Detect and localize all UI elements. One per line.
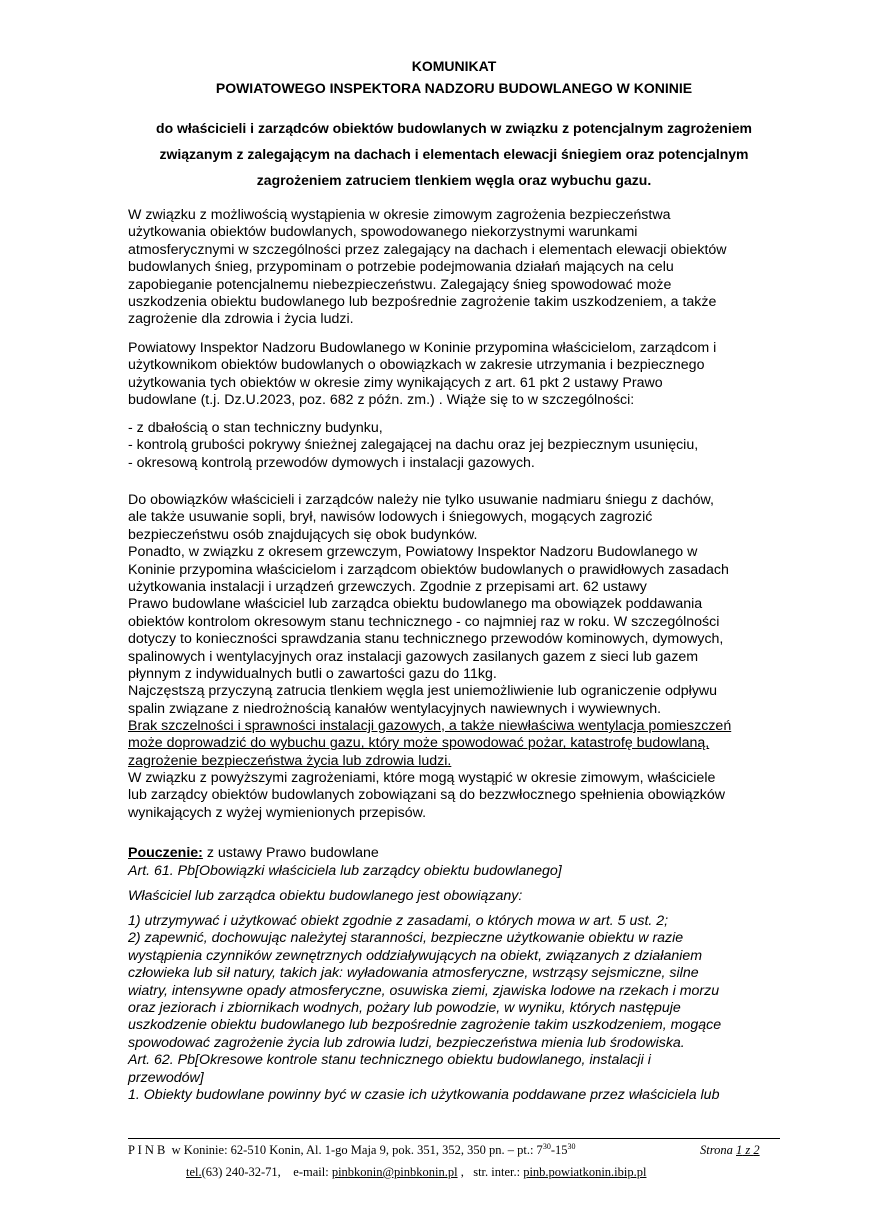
paragraph-duties <box>128 492 780 718</box>
email-label: e-mail: <box>293 1165 332 1179</box>
email-suffix: , <box>457 1165 464 1179</box>
warning-paragraph <box>128 718 780 770</box>
text-line: 1) utrzymywać i użytkować obiekt zgodnie z zasadami, o których mowa w art. 5 ust. 2; <box>128 913 669 929</box>
text-line: użytkownikom obiektów budowlanych o obowiązkach w zakresie utrzymania i bezpiecznego <box>128 357 705 374</box>
email-link[interactable]: pinbkonin@pinbkonin.pl <box>331 1165 458 1179</box>
list-item: - kontrolą grubości pokrywy śnieżnej zalegającej na dachu oraz jej bezpiecznym usunięciu, <box>128 437 699 454</box>
bip-link[interactable]: pinb.powiatkonin.ibip.pl <box>523 1165 647 1179</box>
list-item: - z dbałością o stan techniczny budynku, <box>128 420 383 436</box>
text-line: wynikających z wyżej wymienionych przepisów. <box>128 804 427 821</box>
text-line: budowlanych śnieg, przypominam o potrzebie podejmowania działań mających na celu <box>128 259 674 276</box>
art61-items <box>128 913 780 1104</box>
text-line: płynnym z indywidualnych butli o zawartości gazu do 11kg. <box>128 666 497 683</box>
text-line: dotyczy to konieczności sprawdzania stanu technicznego przewodów kominowych, dymowych, <box>128 631 724 648</box>
footer-hours-close-sup: 30 <box>567 1141 576 1151</box>
text-line: ale także usuwanie sopli, brył, nawisów lodowych i śniegowych, mogących zagrozić <box>128 509 653 526</box>
footer-contact <box>186 1165 646 1180</box>
text-line: 1. Obiekty budowlane powinny być w czasie ich użytkowania poddawane przez właściciela lub <box>128 1087 720 1104</box>
text-line: użytkowania tych obiektów w okresie zimy wynikających z art. 61 pkt 2 ustawy Prawo <box>128 374 663 391</box>
text-line: spalinowych i wentylacyjnych oraz instalacji gazowych zasilanych gazem z sieci lub gazem <box>128 648 699 665</box>
text-line: 2) zapewnić, dochowując należytej staranności, bezpieczne użytkowanie obiektu w razie <box>128 930 684 947</box>
page-current: 1 <box>736 1143 743 1157</box>
text-line: obiektów kontrolom okresowym stanu technicznego - co najmniej raz w roku. W szczególności <box>128 613 720 630</box>
art61-intro: Właściciel lub zarządca obiektu budowlanego jest obowiązany: <box>128 888 523 904</box>
list-item: - okresową kontrolą przewodów dymowych i instalacji gazowych. <box>128 454 535 471</box>
text-line: może doprowadzić do wybuchu gazu, który może spowodować pożar, katastrofę budowlaną, <box>128 735 710 752</box>
text-line: W związku z możliwością wystąpienia w okresie zimowym zagrożenia bezpieczeństwa <box>128 207 671 223</box>
text-line: użytkowania instalacji i urządzeń grzewczych. Zgodnie z przepisami art. 62 ustawy <box>128 579 647 596</box>
subtitle-line: związanym z zalegającym na dachach i elementach elewacji śniegiem oraz potencjalnym <box>159 146 749 162</box>
bullet-list <box>128 420 780 472</box>
footer-hours-open-sup: 30 <box>542 1141 551 1151</box>
text-line: lub zarządcy obiektów budowlanych zobowiązani są do bezzwłocznego spełnienia obowiązków <box>128 787 726 804</box>
footer-address <box>128 1143 575 1158</box>
text-line: przewodów] <box>128 1069 204 1086</box>
text-line: oraz jeziorach i zbiornikach wodnych, pożary lub powodzie, w wyniku, których następuje <box>128 1000 681 1017</box>
page-total: 2 <box>753 1143 760 1157</box>
page-label: Strona <box>700 1143 736 1157</box>
text-line: Do obowiązków właścicieli i zarządców należy nie tylko usuwanie nadmiaru śniegu z dachów, <box>128 492 714 508</box>
paragraph-intro <box>128 207 780 329</box>
text-line: Koninie przypomina właścicielom i zarządcom obiektów budowlanych o prawidłowych zasadach <box>128 561 729 578</box>
paragraph-conclusion <box>128 770 780 822</box>
text-line: wiatry, intensywne opady atmosferyczne, osuwiska ziemi, zjawiska lodowe na rzekach i morzu <box>128 982 720 999</box>
paragraph-obligations <box>128 340 780 410</box>
pouczenie-label: Pouczenie: <box>128 845 203 861</box>
text-line: bezpieczeństwu osób znajdujących się obok budynków. <box>128 526 478 543</box>
footer-address-text: w Koninie: 62-510 Konin, Al. 1-go Maja 9, pok. 351, 352, 350 pn. – pt.: 7 <box>171 1143 543 1157</box>
bip-label: str. inter.: <box>473 1165 524 1179</box>
subtitle-line: zagrożeniem zatruciem tlenkiem węgla oraz wybuchu gazu. <box>256 172 652 188</box>
text-line: zagrożenie dla zdrowia i życia ludzi. <box>128 311 354 328</box>
text-line: użytkowania obiektów budowlanych, spowodowanego niekorzystnymi warunkami <box>128 224 638 241</box>
footer-hours-dash: -15 <box>550 1143 568 1157</box>
text-line: spalin związane z niedrożnością kanałów wentylacyjnych nawiewnych i wywiewnych. <box>128 700 662 717</box>
text-line: uszkodzenia obiektu budowlanego lub bezpośrednie zagrożenie takim uszkodzeniem, a także <box>128 294 717 311</box>
text-line: zapobieganie potencjalnemu niebezpieczeństwu. Zalegający śnieg spowodować może <box>128 276 672 293</box>
text-line: zagrożenie bezpieczeństwa życia lub zdrowia ludzi. <box>128 752 452 769</box>
pouczenie-line <box>128 845 780 862</box>
footer-divider <box>128 1138 780 1139</box>
text-line: uszkodzenie obiektu budowlanego lub bezpośrednie zagrożenie takim uszkodzeniem, mogące <box>128 1017 722 1034</box>
text-line: spowodować zagrożenie życia lub zdrowia ludzi, bezpieczeństwa mienia lub środowiska. <box>128 1034 685 1051</box>
document-title: KOMUNIKAT <box>411 58 497 74</box>
text-line: W związku z powyższymi zagrożeniami, które mogą wystąpić w okresie zimowym, właściciele <box>128 770 716 786</box>
text-line: Najczęstszą przyczyną zatrucia tlenkiem węgla jest uniemożliwienie lub ograniczenie odpływu <box>128 683 718 700</box>
page-sep: z <box>742 1143 754 1157</box>
text-line: Ponadto, w związku z okresem grzewczym, Powiatowy Inspektor Nadzoru Budowlanego w <box>128 544 698 561</box>
subtitle-line: do właścicieli i zarządców obiektów budowlanych w związku z potencjalnym zagrożeniem <box>156 120 752 136</box>
text-line: Powiatowy Inspektor Nadzoru Budowlanego w Koninie przypomina właścicielom, zarządcom i <box>128 340 717 356</box>
document-authority: POWIATOWEGO INSPEKTORA NADZORU BUDOWLANEGO W KONINIE <box>215 80 693 96</box>
art61-title: Art. 61. Pb[Obowiązki właściciela lub zarządcy obiektu budowlanego] <box>128 863 562 879</box>
tel-value: (63) 240-32-71, <box>201 1165 281 1179</box>
text-line: Brak szczelności i sprawności instalacji gazowych, a także niewłaściwa wentylacja pomieszczeń <box>128 718 732 734</box>
footer-pinb: P I N B <box>128 1143 166 1157</box>
tel-label: tel. <box>186 1165 202 1179</box>
text-line: atmosferycznymi w szczególności przez zalegający na dachach i elementach elewacji obiektów <box>128 241 727 258</box>
text-line: Prawo budowlane właściciel lub zarządca obiektu budowlanego ma obowiązek poddawania <box>128 596 703 613</box>
text-line: wystąpienia czynników zewnętrznych oddziaływujących na obiekt, związanych z działaniem <box>128 947 703 964</box>
text-line: Art. 62. Pb[Okresowe kontrole stanu technicznego obiektu budowlanego, instalacji i <box>128 1052 651 1069</box>
text-line: budowlane (t.j. Dz.U.2023, poz. 682 z późn. zm.) . Wiąże się to w szczególności: <box>128 392 635 409</box>
page-number <box>700 1143 760 1158</box>
pouczenie-text: z ustawy Prawo budowlane <box>202 845 379 861</box>
text-line: człowieka lub sił natury, takich jak: wyładowania atmosferyczne, wstrząsy sejsmiczne, silne <box>128 965 699 982</box>
